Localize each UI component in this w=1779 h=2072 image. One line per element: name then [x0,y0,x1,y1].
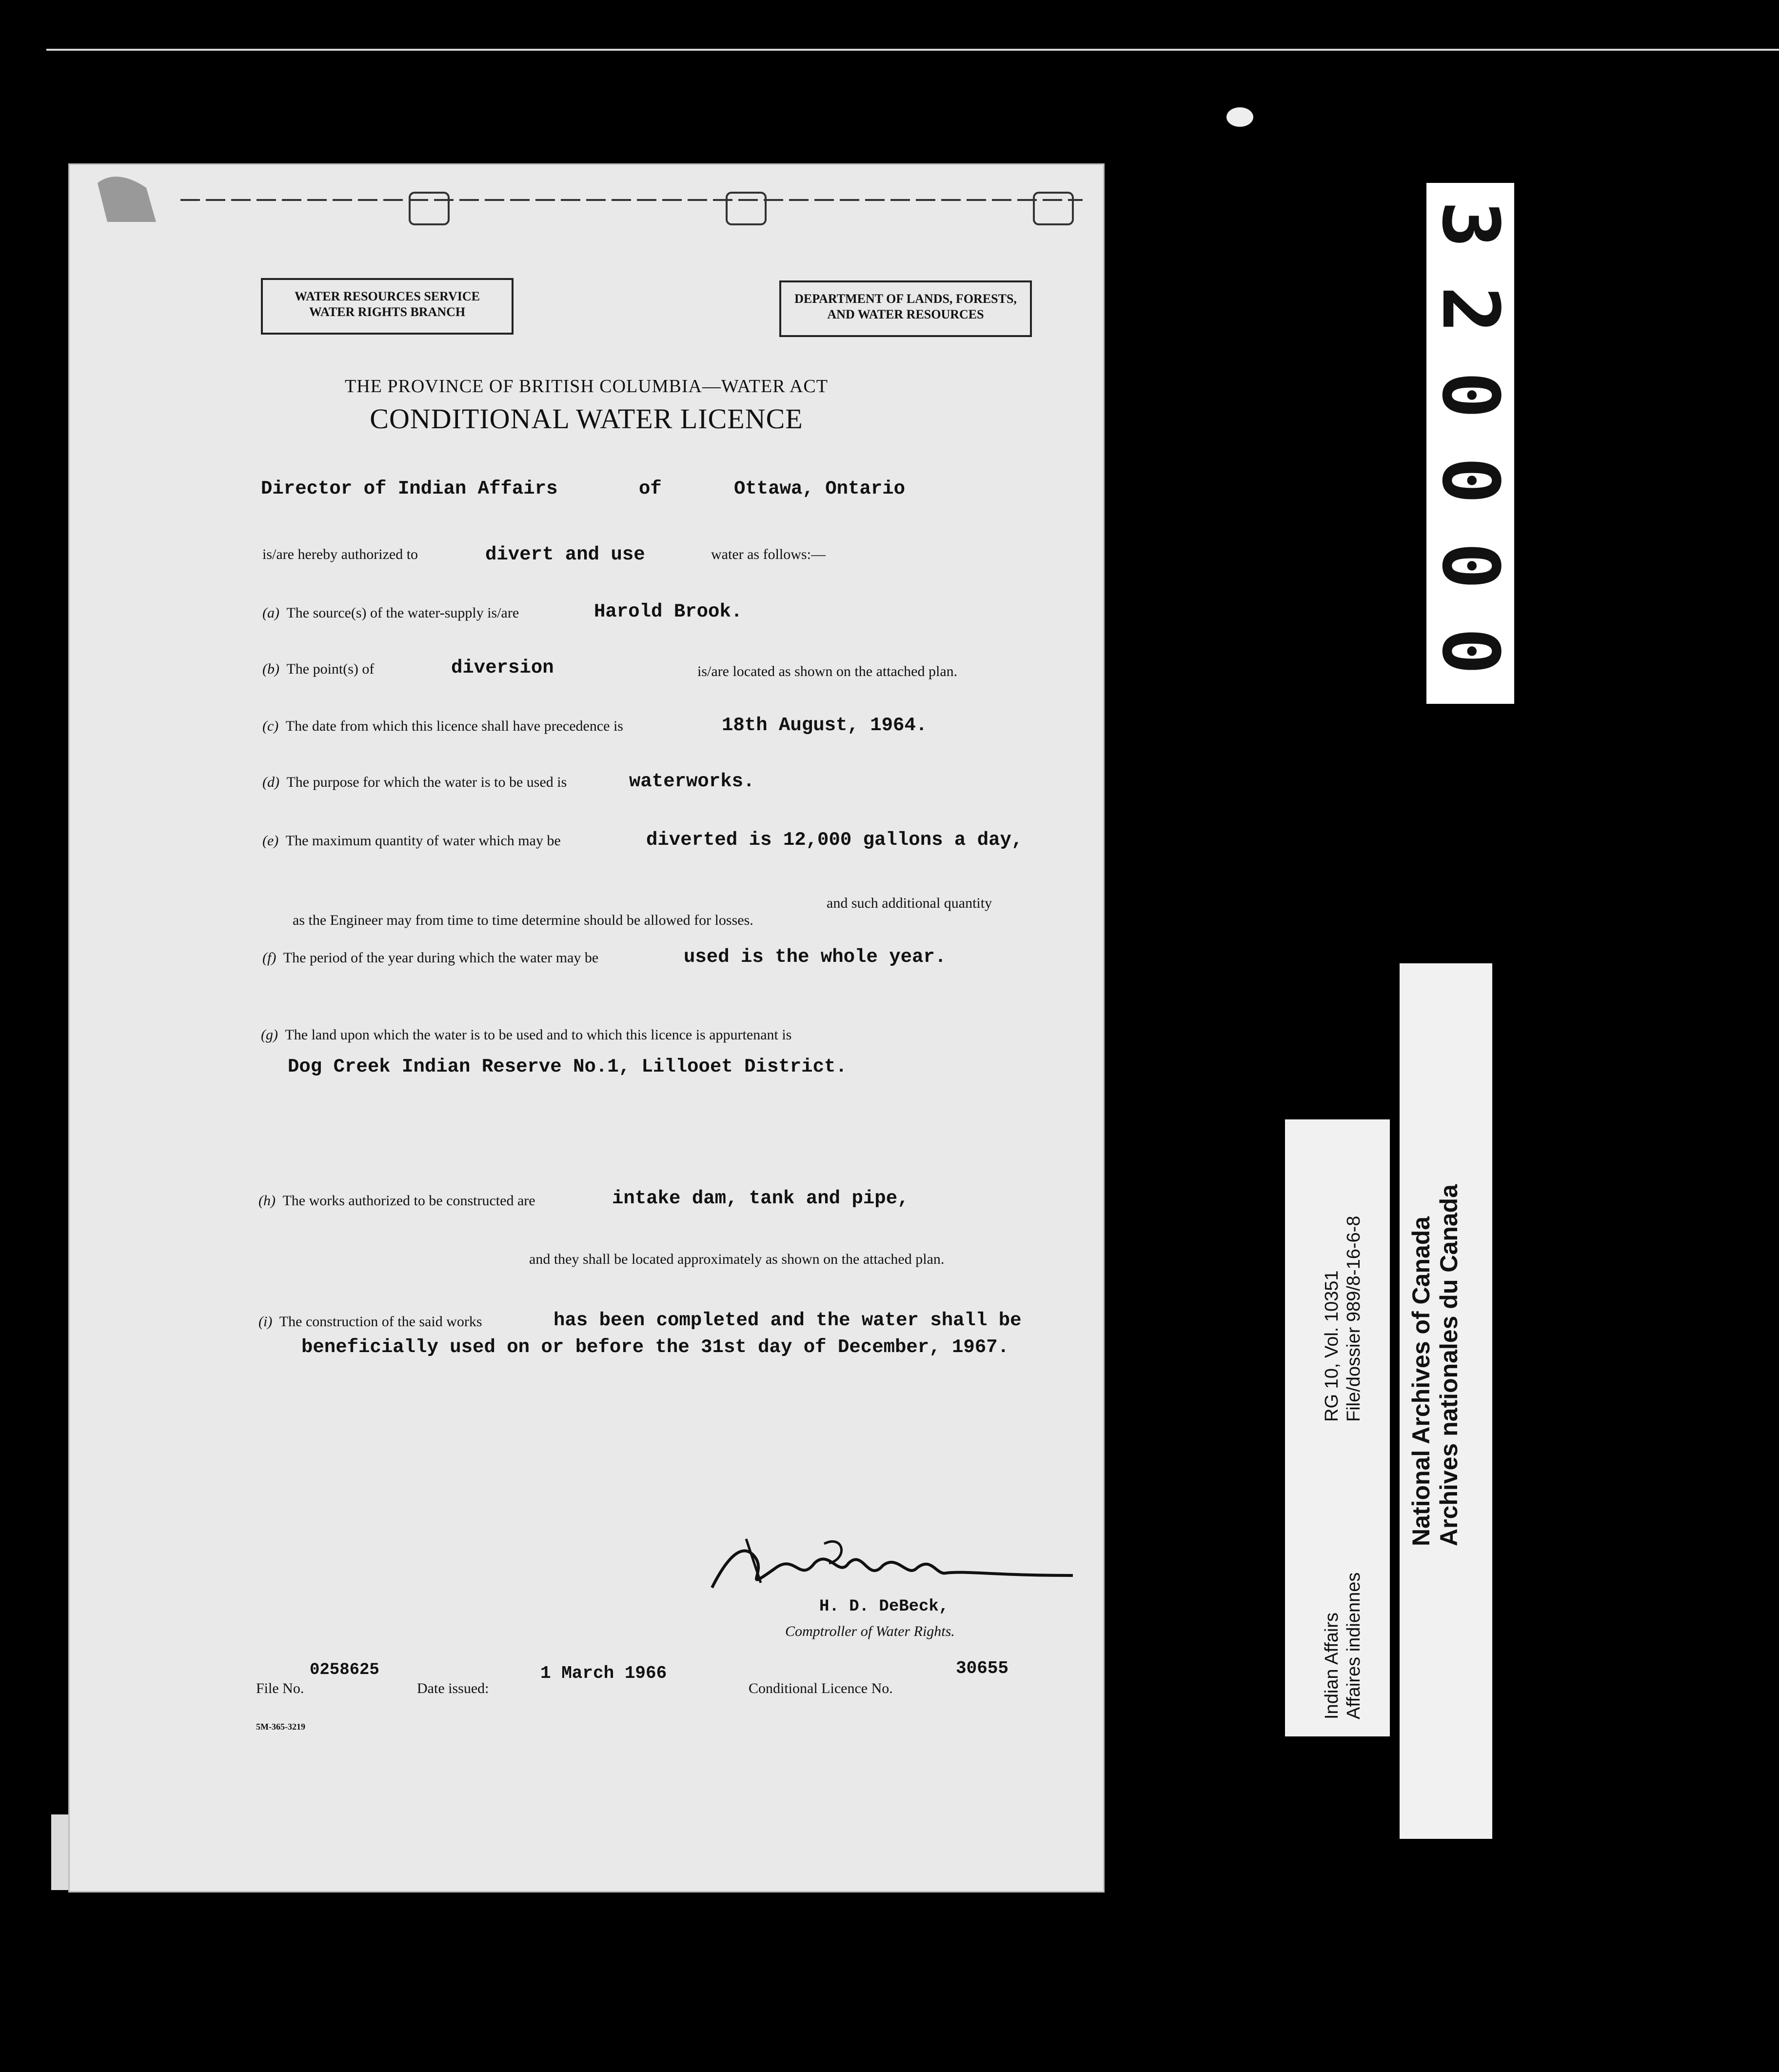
authorization-suffix: water as follows:— [711,546,826,562]
nac-en: National Archives of Canada [1407,1216,1435,1546]
licence-no-label: Conditional Licence No. [749,1680,893,1696]
licensee-location: Ottawa, Ontario [734,478,906,499]
clause-i: (i) The construction of the said works [258,1314,482,1330]
clause-g-value: Dog Creek Indian Reserve No.1, Lillooet District. [288,1056,847,1077]
clause-i-value-2: beneficially used on or before the 31st day of December, 1967. [301,1336,1009,1358]
frame-number: 3 2 0 0 0 0 [1426,183,1514,704]
clause-c: (c) The date from which this licence shall have precedence is [262,718,623,734]
licence-document [68,163,1105,1893]
licensee-of: of [639,478,662,499]
clause-e-value: diverted is 12,000 gallons a day, [646,829,1023,851]
clause-c-value: 18th August, 1964. [722,715,928,736]
dept-fr: Affaires indiennes [1344,1572,1364,1719]
clause-b: (b) The point(s) of [262,661,375,677]
dept-en: Indian Affairs [1322,1612,1342,1719]
licensee-name: Director of Indian Affairs [261,478,558,499]
water-resources-box: WATER RESOURCES SERVICE WATER RIGHTS BRANCH [261,278,514,335]
clause-i-value-1: has been completed and the water shall be [553,1310,1022,1331]
clause-d: (d) The purpose for which the water is to be used is [262,774,567,790]
date-issued-label: Date issued: [417,1680,489,1696]
film-mark [1226,107,1253,127]
licence-no: 30655 [956,1658,1009,1678]
document-title: CONDITIONAL WATER LICENCE [370,403,803,435]
archive-ref-1: RG 10, Vol. 10351 [1322,1270,1342,1422]
form-code: 5M-365-3219 [256,1722,305,1732]
binding-tabs [68,163,1105,232]
film-edge [46,49,1779,51]
clause-e-extra-1: and such additional quantity [827,895,992,911]
file-no: 0258625 [310,1661,379,1679]
clause-d-value: waterworks. [629,771,755,792]
clause-a-value: Harold Brook. [594,601,743,622]
clause-g: (g) The land upon which the water is to be used and to which this licence is appurtenant is [261,1027,792,1043]
clause-f-value: used is the whole year. [684,946,947,968]
archive-reference-label [1285,1119,1390,1736]
department-box: DEPARTMENT OF LANDS, FORESTS, AND WATER RESOURCES [779,280,1032,337]
file-no-label: File No. [256,1680,304,1696]
authorization-action: divert and use [485,544,645,565]
clause-f: (f) The period of the year during which the water may be [262,950,599,966]
clause-b-value: diversion [451,657,554,678]
archive-ref-2: File/dossier 989/8-16-6-8 [1344,1215,1364,1422]
signatory-name: H. D. DeBeck, [819,1597,949,1616]
clause-a: (a) The source(s) of the water-supply is/are [262,605,519,621]
date-issued: 1 March 1966 [540,1663,667,1683]
clause-e: (e) The maximum quantity of water which may be [262,833,561,849]
clause-h-suffix: and they shall be located approximately as shown on the attached plan. [529,1251,945,1267]
archives-canada-label [1400,963,1492,1839]
clause-b-suffix: is/are located as shown on the attached plan. [697,663,958,679]
clause-e-extra-2: as the Engineer may from time to time determine should be allowed for losses. [293,912,753,928]
authorization-prefix: is/are hereby authorized to [262,546,418,562]
nac-fr: Archives nationales du Canada [1435,1184,1463,1546]
clause-h: (h) The works authorized to be constructed are [258,1193,535,1209]
clause-h-value: intake dam, tank and pipe, [612,1188,909,1209]
signatory-title: Comptroller of Water Rights. [785,1623,955,1639]
handwritten-signature [702,1529,1073,1597]
province-line: THE PROVINCE OF BRITISH COLUMBIA—WATER ACT [345,376,828,397]
